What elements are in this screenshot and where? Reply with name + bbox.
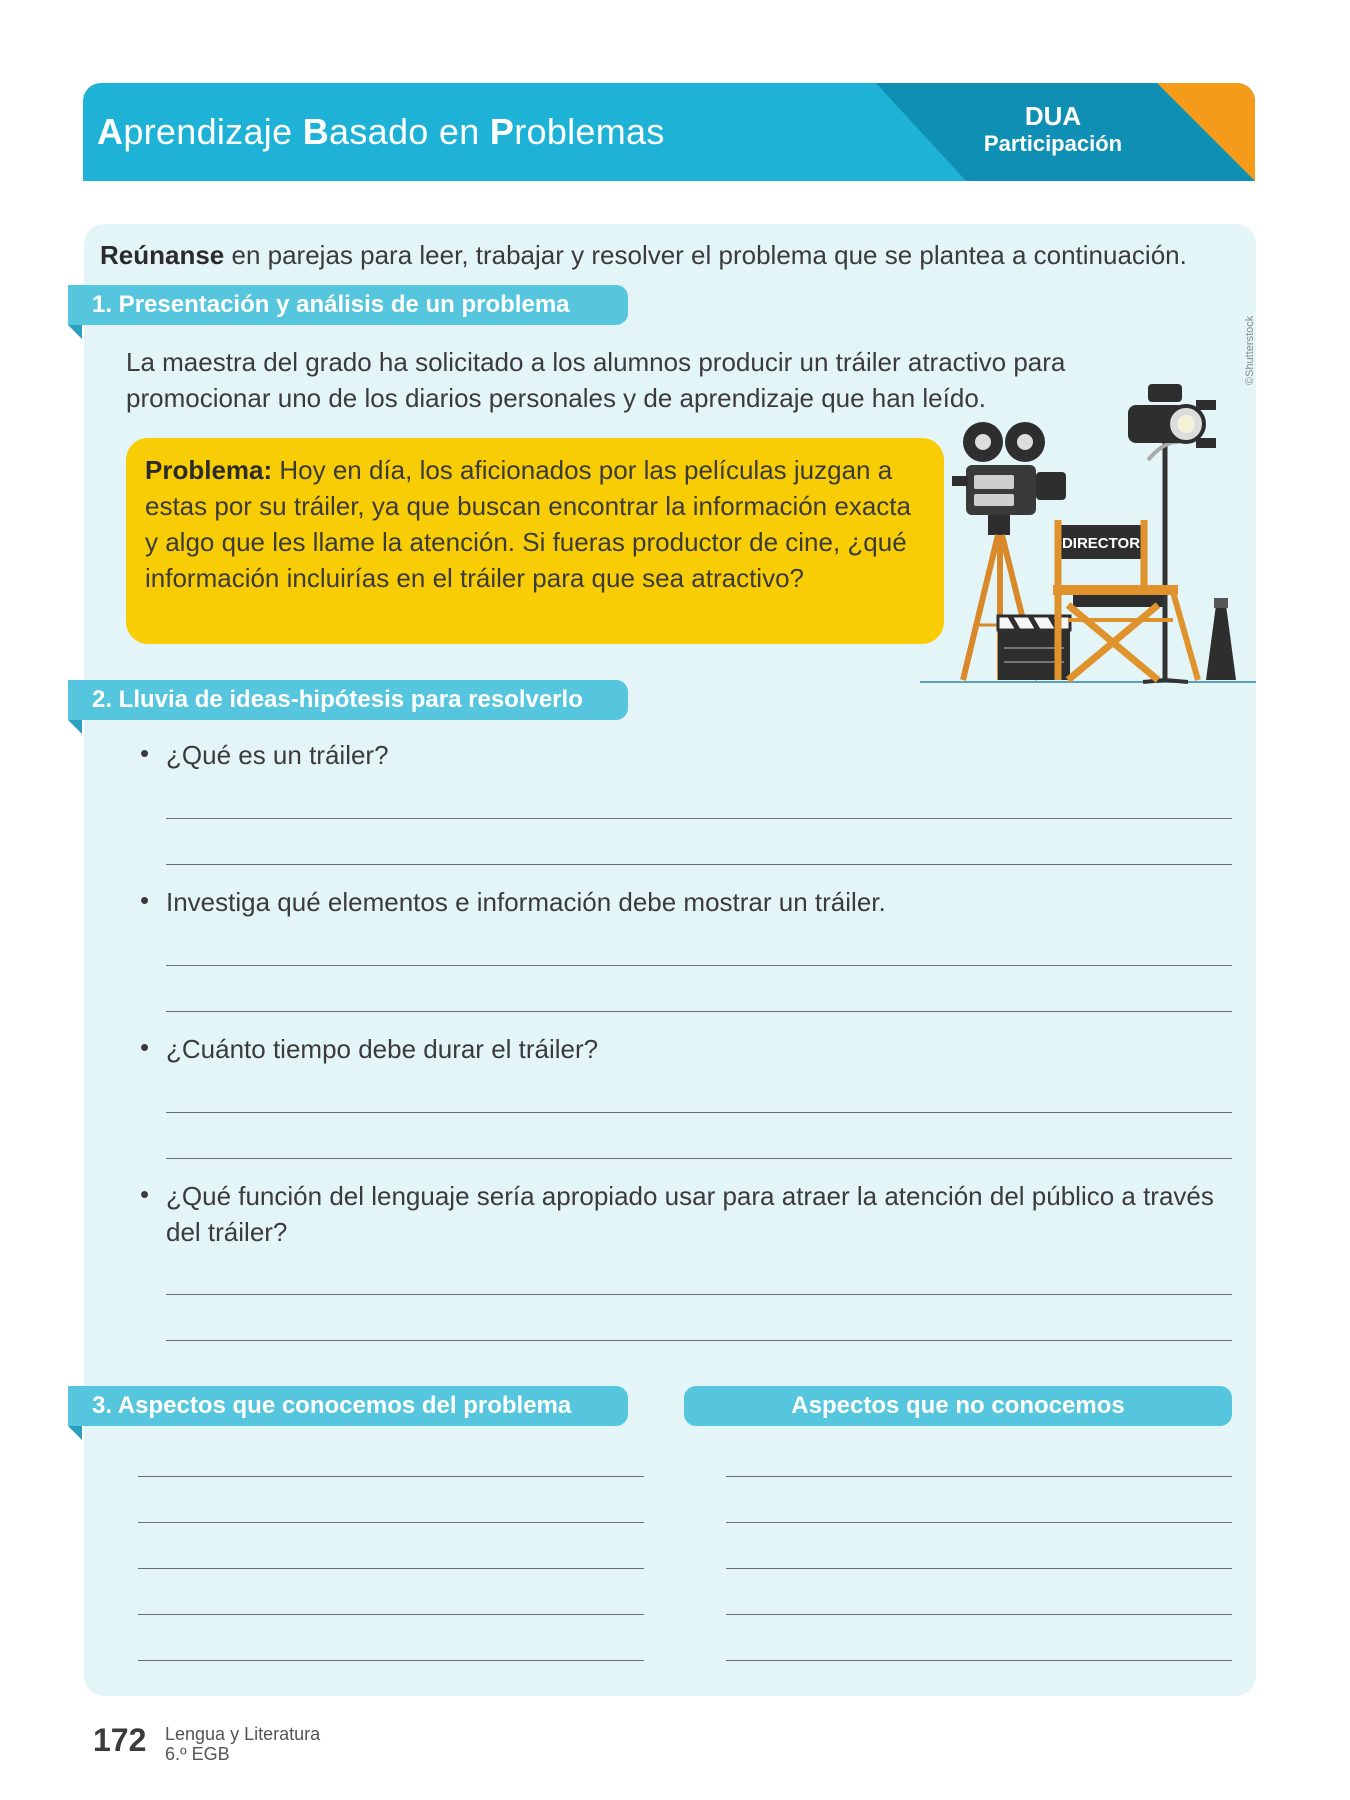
question-3: ¿Cuánto tiempo debe durar el tráiler? (166, 1034, 599, 1064)
title-word-1: prendizaje (123, 111, 303, 152)
megaphone-icon (1206, 598, 1236, 680)
answer-line[interactable] (166, 1158, 1232, 1159)
known-aspects-line[interactable] (138, 1660, 644, 1661)
footer-grade: 6.º EGB (165, 1744, 230, 1764)
section-1-paragraph: La maestra del grado ha solicitado a los alumnos producir un tráiler atractivo para promocionar uno de los diarios personales y de aprendizaje que han leído. (126, 347, 1066, 413)
answer-line[interactable] (166, 1340, 1232, 1341)
known-aspects-line[interactable] (138, 1476, 644, 1477)
answer-line[interactable] (166, 1011, 1232, 1012)
bullet-marker: • (140, 738, 150, 768)
answer-line[interactable] (166, 864, 1232, 865)
header-banner (83, 83, 1255, 181)
dua-title: DUA (1024, 101, 1082, 131)
bullet-marker: • (140, 1032, 150, 1062)
answer-line[interactable] (166, 965, 1232, 966)
title-initial-a: A (97, 111, 124, 152)
title-initial-b: B (302, 111, 330, 152)
question-2: Investiga qué elementos e información debe mostrar un tráiler. (166, 887, 886, 917)
unknown-aspects-line[interactable] (726, 1614, 1232, 1615)
director-label: DIRECTOR (1061, 535, 1141, 552)
intro-instruction (100, 240, 1187, 271)
section-3-tab: 3. Aspectos que conocemos del problema (68, 1386, 628, 1426)
page-number: 172 (93, 1722, 147, 1758)
footer-subject-block (165, 1724, 320, 1764)
bullet-marker: • (140, 885, 150, 915)
dua-subtitle: Participación (983, 131, 1123, 156)
title-word-3: roblemas (514, 111, 665, 152)
problem-label: Problema: (145, 455, 273, 485)
bullet-marker: • (140, 1179, 150, 1209)
intro-bold: Reúnanse (100, 240, 225, 270)
answer-line[interactable] (166, 1112, 1232, 1113)
known-aspects-line[interactable] (138, 1568, 644, 1569)
director-chair-icon (1053, 520, 1198, 680)
known-aspects-line[interactable] (138, 1614, 644, 1615)
film-set-illustration (918, 380, 1258, 685)
answer-line[interactable] (166, 818, 1232, 819)
section-2-tab: 2. Lluvia de ideas-hipótesis para resolverlo (68, 680, 628, 720)
answer-line[interactable] (166, 1294, 1232, 1295)
unknown-aspects-line[interactable] (726, 1660, 1232, 1661)
title-initial-p: P (489, 111, 515, 152)
problem-body: Hoy en día, los aficionados por las películas juzgan a estas por su tráiler, ya que buscan encontrar la información exacta y algo que les llame la atención. Si fueras productor de cine, ¿qué información incluirías en el tráiler para que sea atractivo? (145, 455, 911, 593)
unknown-aspects-line[interactable] (726, 1568, 1232, 1569)
intro-text: en parejas para leer, trabajar y resolver el problema que se plantea a continuación. (224, 240, 1187, 270)
dua-badge (963, 101, 1143, 157)
unknown-aspects-tab: Aspectos que no conocemos (684, 1386, 1232, 1426)
unknown-aspects-line[interactable] (726, 1522, 1232, 1523)
problem-text (145, 452, 925, 596)
image-credit: ©Shutterstock (1244, 315, 1256, 385)
question-1: ¿Qué es un tráiler? (166, 740, 389, 770)
known-aspects-line[interactable] (138, 1522, 644, 1523)
question-4: ¿Qué función del lenguaje sería apropiado usar para atraer la atención del público a través del tráiler? (166, 1181, 1214, 1247)
unknown-aspects-line[interactable] (726, 1476, 1232, 1477)
title-word-2: asado en (329, 111, 490, 152)
footer-subject: Lengua y Literatura (165, 1724, 321, 1744)
page-title (97, 111, 665, 153)
section-1-tab: 1. Presentación y análisis de un problema (68, 285, 628, 325)
